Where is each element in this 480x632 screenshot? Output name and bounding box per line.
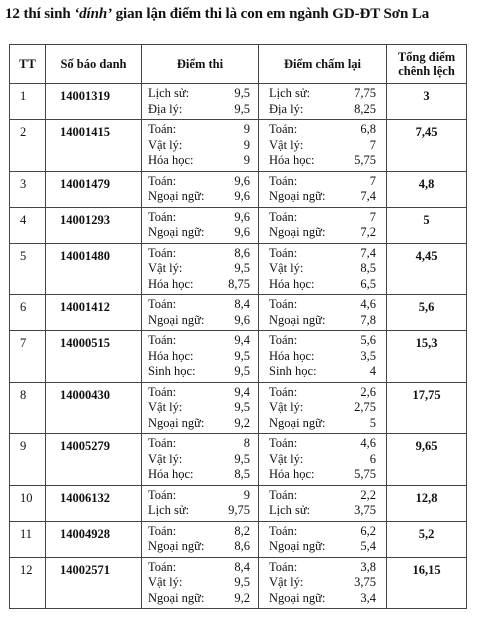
cell-so-bao-danh: 14001480 (46, 243, 142, 295)
score-value: 8,75 (228, 276, 250, 291)
cell-diem-thi (142, 207, 259, 243)
score-value: 5,6 (360, 333, 376, 347)
subject-label: Ngoại ngữ: (148, 539, 205, 553)
score-value: 9,6 (234, 173, 250, 188)
subject-score-line (142, 488, 258, 504)
cell-diem-thi (142, 434, 259, 486)
cell-diem-thi (142, 485, 259, 521)
score-value: 4,6 (360, 297, 376, 311)
page-title (5, 6, 477, 23)
subject-score-line (142, 467, 258, 483)
cell-tong-chenh-lech: 15,3 (387, 331, 467, 383)
cell-tt: 7 (10, 331, 46, 383)
subject-label: Hóa học: (148, 348, 194, 363)
header-sbd: Số báo danh (46, 45, 142, 84)
subject-score-line (142, 575, 258, 591)
table-row (10, 295, 467, 331)
subject-score-line (259, 591, 386, 607)
table-row (10, 120, 467, 172)
subject-label: Toán: (148, 209, 177, 224)
score-value: 9,4 (234, 333, 250, 347)
subject-score-line (259, 277, 386, 293)
subject-score-line (259, 452, 386, 468)
cell-tt: 4 (10, 207, 46, 243)
score-value: 9,75 (228, 503, 250, 517)
score-value: 2,6 (360, 384, 376, 399)
subject-label: Lịch sử: (269, 86, 311, 100)
subject-score-line (259, 86, 386, 102)
cell-diem-cham-lai (259, 120, 387, 172)
score-value: 9,4 (234, 384, 250, 399)
table-header-row (10, 45, 467, 84)
subject-score-line (259, 503, 386, 519)
score-value: 9,2 (234, 415, 250, 430)
subject-score-line (259, 333, 386, 349)
score-value: 7,2 (360, 225, 376, 239)
subject-label: Lịch sử: (148, 86, 190, 100)
subject-label: Ngoại ngữ: (148, 312, 205, 327)
subject-score-line (259, 488, 386, 504)
score-value: 7 (369, 137, 376, 152)
cell-tt: 12 (10, 557, 46, 609)
subject-score-line (259, 225, 386, 241)
subject-label: Lịch sử: (148, 503, 190, 517)
table-row (10, 521, 467, 557)
subject-label: Vật lý: (148, 575, 183, 589)
cell-tong-chenh-lech: 17,75 (387, 382, 467, 434)
cell-tt: 11 (10, 521, 46, 557)
score-value: 6,8 (360, 122, 376, 136)
subject-score-line (142, 364, 258, 380)
cell-so-bao-danh: 14001412 (46, 295, 142, 331)
header-diem-cham-lai: Điểm chấm lại (259, 45, 387, 84)
cell-diem-cham-lai (259, 434, 387, 486)
subject-score-line (259, 102, 386, 118)
subject-score-line (142, 189, 258, 205)
subject-label: Toán: (269, 245, 298, 260)
cell-so-bao-danh: 14001415 (46, 120, 142, 172)
score-value: 9,6 (234, 225, 250, 239)
subject-score-line (142, 174, 258, 190)
cell-diem-thi (142, 382, 259, 434)
cell-diem-thi (142, 84, 259, 120)
subject-label: Ngoại ngữ: (269, 590, 326, 605)
subject-label: Toán: (269, 487, 298, 502)
cell-diem-cham-lai (259, 171, 387, 207)
table-row (10, 485, 467, 521)
table-row (10, 171, 467, 207)
subject-label: Ngoại ngữ: (269, 312, 326, 327)
subject-label: Hóa học: (269, 276, 315, 291)
table-row (10, 434, 467, 486)
subject-label: Sinh học: (148, 364, 196, 378)
subject-label: Toán: (148, 297, 177, 311)
score-value: 9,5 (234, 86, 250, 100)
score-value: 3,75 (354, 575, 376, 589)
score-value: 6,5 (360, 276, 376, 291)
subject-score-line (142, 400, 258, 416)
cell-so-bao-danh: 14001479 (46, 171, 142, 207)
subject-label: Toán: (269, 436, 298, 450)
cell-tong-chenh-lech: 3 (387, 84, 467, 120)
score-value: 4 (369, 364, 376, 378)
subject-score-line (142, 591, 258, 607)
subject-label: Toán: (148, 173, 177, 188)
cell-tt: 10 (10, 485, 46, 521)
subject-score-line (142, 524, 258, 540)
cell-diem-thi (142, 295, 259, 331)
subject-score-line (259, 364, 386, 380)
score-value: 5,75 (354, 153, 376, 167)
score-value: 9,5 (234, 101, 250, 116)
subject-label: Ngoại ngữ: (148, 189, 205, 203)
cell-tong-chenh-lech: 16,15 (387, 557, 467, 609)
subject-label: Sinh học: (269, 364, 317, 378)
cell-diem-thi (142, 120, 259, 172)
table-row (10, 207, 467, 243)
subject-score-line (259, 524, 386, 540)
subject-score-line (259, 349, 386, 365)
cell-diem-cham-lai (259, 382, 387, 434)
cell-tong-chenh-lech: 5 (387, 207, 467, 243)
subject-score-line (142, 122, 258, 138)
score-value: 8,4 (234, 559, 250, 574)
subject-label: Vật lý: (269, 575, 304, 589)
subject-label: Toán: (148, 436, 177, 450)
subject-label: Ngoại ngữ: (269, 539, 326, 553)
score-value: 8,5 (360, 261, 376, 275)
cell-diem-cham-lai (259, 331, 387, 383)
score-value: 9 (243, 487, 250, 502)
subject-score-line (142, 246, 258, 262)
score-value: 4,6 (360, 436, 376, 450)
subject-score-line (142, 333, 258, 349)
cell-so-bao-danh: 14002571 (46, 557, 142, 609)
subject-score-line (142, 416, 258, 432)
subject-label: Lịch sử: (269, 503, 311, 517)
subject-score-line (259, 153, 386, 169)
subject-label: Toán: (269, 559, 298, 574)
subject-label: Hóa học: (148, 153, 194, 167)
subject-score-line (259, 174, 386, 190)
subject-score-line (142, 225, 258, 241)
score-value: 9,6 (234, 189, 250, 203)
header-diem-thi: Điểm thi (142, 45, 259, 84)
score-value: 9,2 (234, 590, 250, 605)
score-value: 2,75 (354, 400, 376, 414)
subject-label: Ngoại ngữ: (148, 415, 205, 430)
score-value: 7 (369, 209, 376, 224)
subject-label: Vật lý: (148, 137, 183, 152)
subject-score-line (142, 153, 258, 169)
table-row (10, 382, 467, 434)
cell-diem-thi (142, 243, 259, 295)
cell-diem-cham-lai (259, 84, 387, 120)
score-value: 3,4 (360, 590, 376, 605)
cell-tt: 1 (10, 84, 46, 120)
subject-label: Hóa học: (269, 467, 315, 481)
subject-score-line (142, 503, 258, 519)
subject-label: Toán: (269, 523, 298, 538)
subject-score-line (142, 86, 258, 102)
cell-tt: 8 (10, 382, 46, 434)
table-row (10, 557, 467, 609)
subject-score-line (259, 385, 386, 401)
score-value: 8,5 (234, 467, 250, 481)
cell-tong-chenh-lech: 5,2 (387, 521, 467, 557)
score-value: 9,5 (234, 348, 250, 363)
cell-tong-chenh-lech: 12,8 (387, 485, 467, 521)
subject-score-line (259, 560, 386, 576)
score-value: 9,5 (234, 261, 250, 275)
cell-so-bao-danh: 14001293 (46, 207, 142, 243)
subject-label: Vật lý: (269, 137, 304, 152)
cell-diem-cham-lai (259, 485, 387, 521)
cell-tt: 3 (10, 171, 46, 207)
subject-score-line (142, 436, 258, 452)
cell-diem-thi (142, 331, 259, 383)
subject-label: Ngoại ngữ: (269, 415, 326, 430)
score-value: 8,6 (234, 539, 250, 553)
subject-label: Ngoại ngữ: (269, 189, 326, 203)
cell-diem-cham-lai (259, 243, 387, 295)
score-value: 8 (243, 436, 250, 450)
subject-label: Ngoại ngữ: (148, 225, 205, 239)
subject-label: Toán: (148, 333, 177, 347)
score-value: 9 (243, 122, 250, 136)
subject-label: Toán: (269, 297, 298, 311)
subject-score-line (259, 261, 386, 277)
subject-score-line (259, 122, 386, 138)
title-text-pre: 12 thí sinh (5, 6, 75, 22)
header-tong-diem (387, 45, 467, 84)
score-value: 8,2 (234, 523, 250, 538)
title-text-post: gian lận điểm thi là con em ngành GD-ĐT Sơn La (112, 6, 430, 22)
subject-label: Toán: (269, 122, 298, 136)
score-value: 3,75 (354, 503, 376, 517)
subject-label: Vật lý: (269, 451, 304, 466)
subject-score-line (142, 277, 258, 293)
subject-score-line (259, 189, 386, 205)
subject-label: Hóa học: (148, 276, 194, 291)
subject-score-line (142, 102, 258, 118)
subject-score-line (259, 210, 386, 226)
subject-label: Toán: (269, 209, 298, 224)
score-value: 7,8 (360, 312, 376, 327)
subject-label: Toán: (269, 384, 298, 399)
cell-diem-cham-lai (259, 207, 387, 243)
score-value: 9,5 (234, 575, 250, 589)
cell-diem-cham-lai (259, 557, 387, 609)
subject-label: Vật lý: (148, 261, 183, 275)
cell-diem-thi (142, 557, 259, 609)
cell-tong-chenh-lech: 4,45 (387, 243, 467, 295)
subject-score-line (259, 138, 386, 154)
header-tong-line2: chênh lệch (398, 64, 455, 78)
score-value: 3,8 (360, 559, 376, 574)
score-value: 9,5 (234, 400, 250, 414)
score-value: 9 (243, 137, 250, 152)
results-table (9, 44, 467, 609)
cell-tt: 5 (10, 243, 46, 295)
header-tong-line1: Tổng điểm (397, 50, 456, 64)
table-row (10, 331, 467, 383)
subject-score-line (142, 452, 258, 468)
cell-diem-cham-lai (259, 295, 387, 331)
subject-label: Địa lý: (148, 101, 183, 116)
cell-tt: 9 (10, 434, 46, 486)
cell-so-bao-danh: 14000515 (46, 331, 142, 383)
subject-score-line (259, 297, 386, 313)
cell-diem-cham-lai (259, 521, 387, 557)
subject-score-line (259, 575, 386, 591)
subject-label: Vật lý: (269, 261, 304, 275)
score-value: 3,5 (360, 348, 376, 363)
cell-so-bao-danh: 14001319 (46, 84, 142, 120)
subject-label: Toán: (269, 173, 298, 188)
subject-label: Hóa học: (148, 467, 194, 481)
cell-tong-chenh-lech: 9,65 (387, 434, 467, 486)
subject-score-line (142, 539, 258, 555)
cell-so-bao-danh: 14005279 (46, 434, 142, 486)
subject-score-line (142, 313, 258, 329)
subject-label: Toán: (148, 384, 177, 399)
subject-label: Hóa học: (269, 153, 315, 167)
score-value: 7,4 (360, 189, 376, 203)
cell-so-bao-danh: 14000430 (46, 382, 142, 434)
subject-score-line (259, 313, 386, 329)
subject-label: Toán: (269, 333, 298, 347)
score-value: 8,6 (234, 245, 250, 260)
cell-diem-thi (142, 521, 259, 557)
score-value: 5 (369, 415, 376, 430)
subject-score-line (142, 138, 258, 154)
score-value: 7,75 (354, 86, 376, 100)
score-value: 8,4 (234, 297, 250, 311)
subject-label: Vật lý: (148, 400, 183, 414)
score-value: 8,25 (354, 101, 376, 116)
cell-tt: 6 (10, 295, 46, 331)
score-value: 7,4 (360, 245, 376, 260)
subject-score-line (142, 560, 258, 576)
score-value: 6 (369, 451, 376, 466)
subject-score-line (259, 539, 386, 555)
score-value: 7 (369, 173, 376, 188)
subject-label: Vật lý: (269, 400, 304, 414)
subject-label: Ngoại ngữ: (148, 590, 205, 605)
subject-label: Toán: (148, 122, 177, 136)
score-value: 2,2 (360, 487, 376, 502)
subject-score-line (142, 297, 258, 313)
subject-label: Địa lý: (269, 101, 304, 116)
score-value: 6,2 (360, 523, 376, 538)
header-tt: TT (10, 45, 46, 84)
subject-label: Toán: (148, 559, 177, 574)
title-text-emphasis: ‘dính’ (74, 6, 112, 22)
score-value: 9,5 (234, 364, 250, 378)
score-value: 9,5 (234, 451, 250, 466)
subject-label: Hóa học: (269, 348, 315, 363)
subject-label: Ngoại ngữ: (269, 225, 326, 239)
score-value: 9,6 (234, 209, 250, 224)
subject-label: Toán: (148, 523, 177, 538)
cell-tong-chenh-lech: 4,8 (387, 171, 467, 207)
subject-score-line (142, 261, 258, 277)
subject-label: Toán: (148, 487, 177, 502)
subject-label: Vật lý: (148, 451, 183, 466)
score-value: 9,6 (234, 312, 250, 327)
score-value: 5,4 (360, 539, 376, 553)
subject-score-line (259, 436, 386, 452)
subject-score-line (259, 400, 386, 416)
table-row (10, 243, 467, 295)
table-row (10, 84, 467, 120)
score-value: 5,75 (354, 467, 376, 481)
subject-score-line (259, 416, 386, 432)
subject-score-line (142, 349, 258, 365)
subject-score-line (259, 246, 386, 262)
cell-tong-chenh-lech: 7,45 (387, 120, 467, 172)
subject-score-line (142, 385, 258, 401)
cell-so-bao-danh: 14004928 (46, 521, 142, 557)
subject-score-line (259, 467, 386, 483)
cell-so-bao-danh: 14006132 (46, 485, 142, 521)
score-value: 9 (243, 153, 250, 167)
cell-tong-chenh-lech: 5,6 (387, 295, 467, 331)
cell-tt: 2 (10, 120, 46, 172)
subject-label: Toán: (148, 245, 177, 260)
subject-score-line (142, 210, 258, 226)
cell-diem-thi (142, 171, 259, 207)
